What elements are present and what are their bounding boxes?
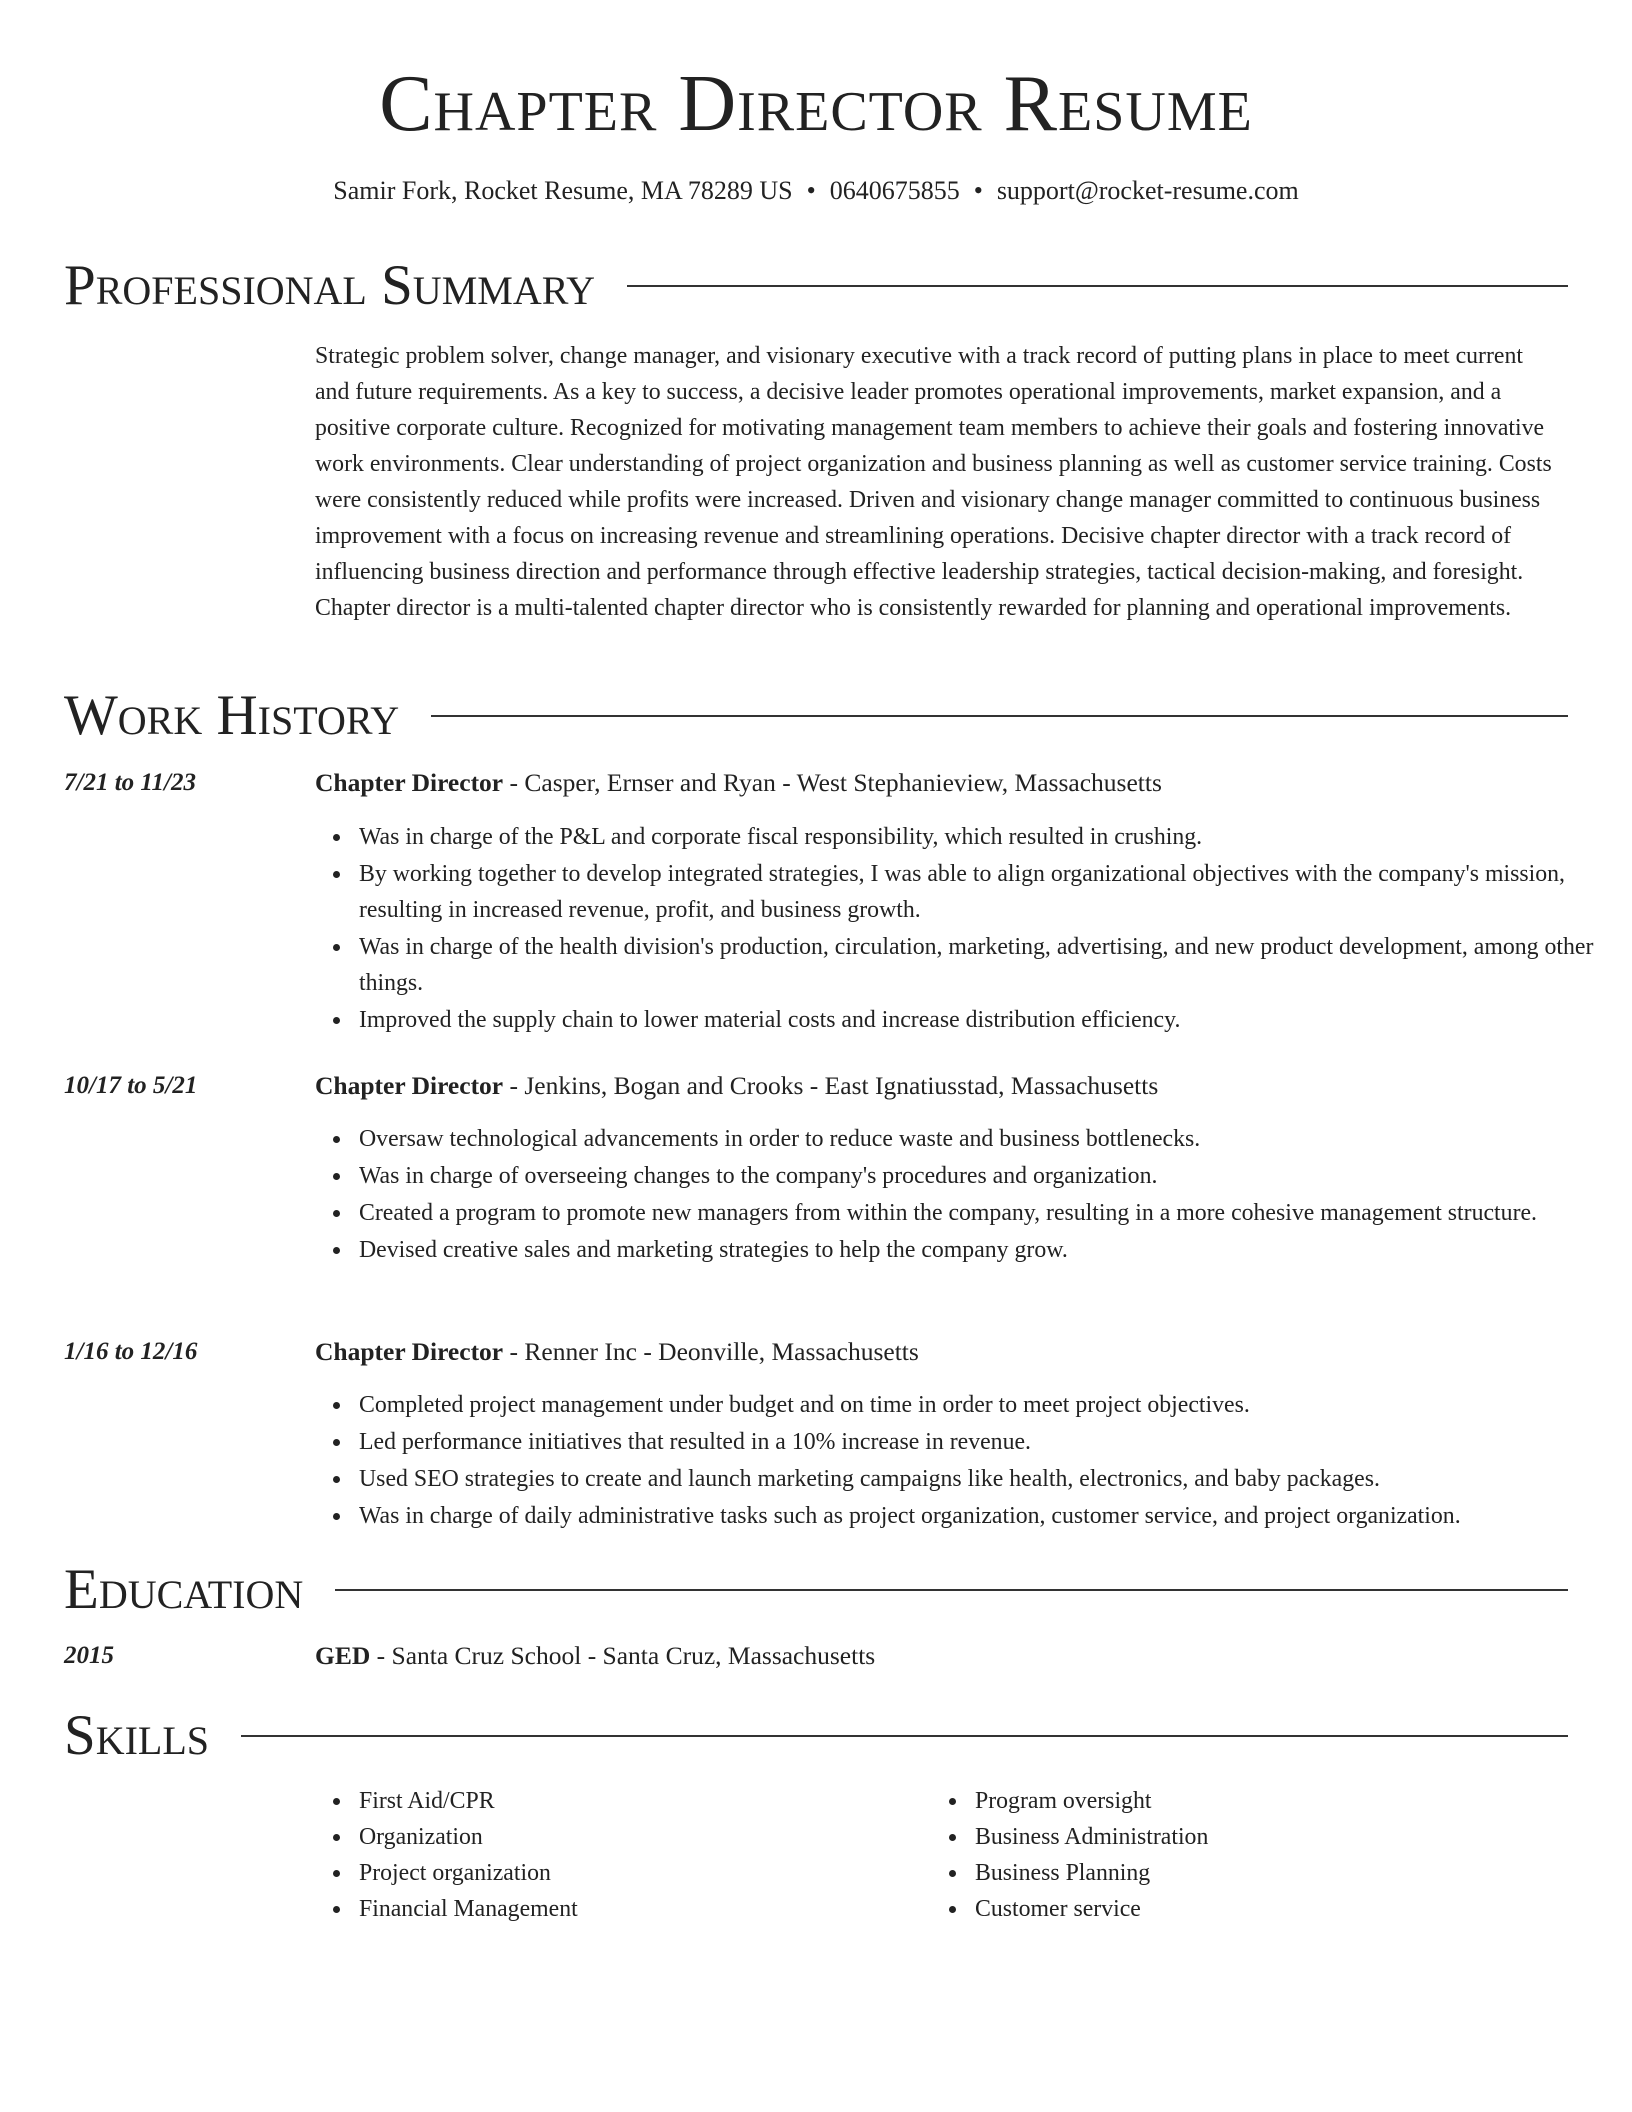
contact-separator: • [806, 176, 816, 205]
skills-list-right [931, 1783, 1535, 1927]
list-item: Oversaw technological advancements in order to reduce waste and business bottlenecks. [359, 1121, 1604, 1157]
section-divider [335, 1589, 1568, 1591]
section-summary-header [64, 256, 1568, 316]
skill-item: Financial Management [359, 1891, 919, 1927]
job-bullets [315, 1387, 1604, 1535]
job-details: - Renner Inc - Deonville, Massachusetts [503, 1337, 919, 1366]
contact-email: support@rocket-resume.com [996, 176, 1299, 205]
section-skills-header [64, 1706, 1568, 1766]
contact-separator: • [973, 176, 983, 205]
section-divider [627, 285, 1568, 287]
job-bullets [315, 1121, 1604, 1269]
summary-text: Strategic problem solver, change manager, and visionary executive with a track record of putting plans in place to meet current and future requirements. As a key to success, a decisive leader promotes operational improvements, market expansion, and a positive corporate culture. Recognized for motivating management team members to achieve their goals and fostering innovative work environments. Clear understanding of project organization and business planning as well as customer service training. Costs were consistently reduced while profits were increased. Driven and visionary change manager committed to continuous business improvement with a focus on increasing revenue and streamlining operations. Decisive chapter director with a track record of influencing business direction and performance through effective leadership strategies, tactical decision-making, and foresight. Chapter director is a multi-talented chapter director who is consistently rewarded for planning and operational improvements. [315, 343, 1552, 621]
list-item: Devised creative sales and marketing strategies to help the company grow. [359, 1232, 1604, 1268]
education-year: 2015 [64, 1642, 114, 1669]
section-education-title: Education [64, 1558, 304, 1621]
list-item: By working together to develop integrated strategies, I was able to align organizational objectives with the company's mission, resulting in increased revenue, profit, and business growth. [359, 856, 1604, 928]
skill-item: Customer service [975, 1891, 1535, 1927]
list-item: Created a program to promote new managers from within the company, resulting in a more cohesive management structure. [359, 1195, 1604, 1231]
education-details: - Santa Cruz School - Santa Cruz, Massachusetts [370, 1641, 876, 1670]
list-item: Was in charge of overseeing changes to the company's procedures and organization. [359, 1158, 1604, 1194]
job-header [315, 1069, 1158, 1103]
job-dates: 1/16 to 12/16 [64, 1338, 198, 1365]
list-item: Was in charge of the P&L and corporate fiscal responsibility, which resulted in crushing. [359, 819, 1604, 855]
job-title: Chapter Director [315, 1337, 504, 1366]
list-item: Led performance initiatives that resulted in a 10% increase in revenue. [359, 1424, 1604, 1460]
list-item: Was in charge of the health division's production, circulation, marketing, advertising, and new product development, among other things. [359, 929, 1604, 1001]
job-bullets [315, 819, 1604, 1039]
skill-item: First Aid/CPR [359, 1783, 919, 1819]
job-details: - Casper, Ernser and Ryan - West Stephanieview, Massachusetts [503, 768, 1162, 797]
section-work-title: Work History [64, 684, 400, 747]
contact-phone: 0640675855 [829, 176, 960, 205]
section-summary-title: Professional Summary [64, 254, 596, 317]
list-item: Completed project management under budget and on time in order to meet project objectives. [359, 1387, 1604, 1423]
skill-item: Business Planning [975, 1855, 1535, 1891]
section-divider [241, 1735, 1568, 1737]
job-header [315, 766, 1162, 800]
contact-line [0, 174, 1632, 208]
section-work-header [64, 686, 1568, 746]
education-entry [315, 1639, 875, 1673]
education-degree: GED [315, 1641, 371, 1670]
list-item: Used SEO strategies to create and launch marketing campaigns like health, electronics, and baby packages. [359, 1461, 1604, 1497]
skill-item: Project organization [359, 1855, 919, 1891]
skill-item: Business Administration [975, 1819, 1535, 1855]
skill-item: Program oversight [975, 1783, 1535, 1819]
resume-title: Chapter Director Resume [379, 60, 1253, 148]
job-title: Chapter Director [315, 768, 504, 797]
list-item: Improved the supply chain to lower material costs and increase distribution efficiency. [359, 1002, 1604, 1038]
section-divider [431, 715, 1568, 717]
job-dates: 10/17 to 5/21 [64, 1072, 198, 1099]
job-details: - Jenkins, Bogan and Crooks - East Ignatiusstad, Massachusetts [503, 1071, 1159, 1100]
skill-item: Organization [359, 1819, 919, 1855]
list-item: Was in charge of daily administrative tasks such as project organization, customer service, and project organization. [359, 1498, 1604, 1534]
job-dates: 7/21 to 11/23 [64, 769, 196, 796]
skills-list-left [315, 1783, 919, 1927]
section-education-header [64, 1560, 1568, 1620]
contact-address: Samir Fork, Rocket Resume, MA 78289 US [333, 176, 793, 205]
job-header [315, 1335, 919, 1369]
job-title: Chapter Director [315, 1071, 504, 1100]
section-skills-title: Skills [64, 1704, 210, 1767]
